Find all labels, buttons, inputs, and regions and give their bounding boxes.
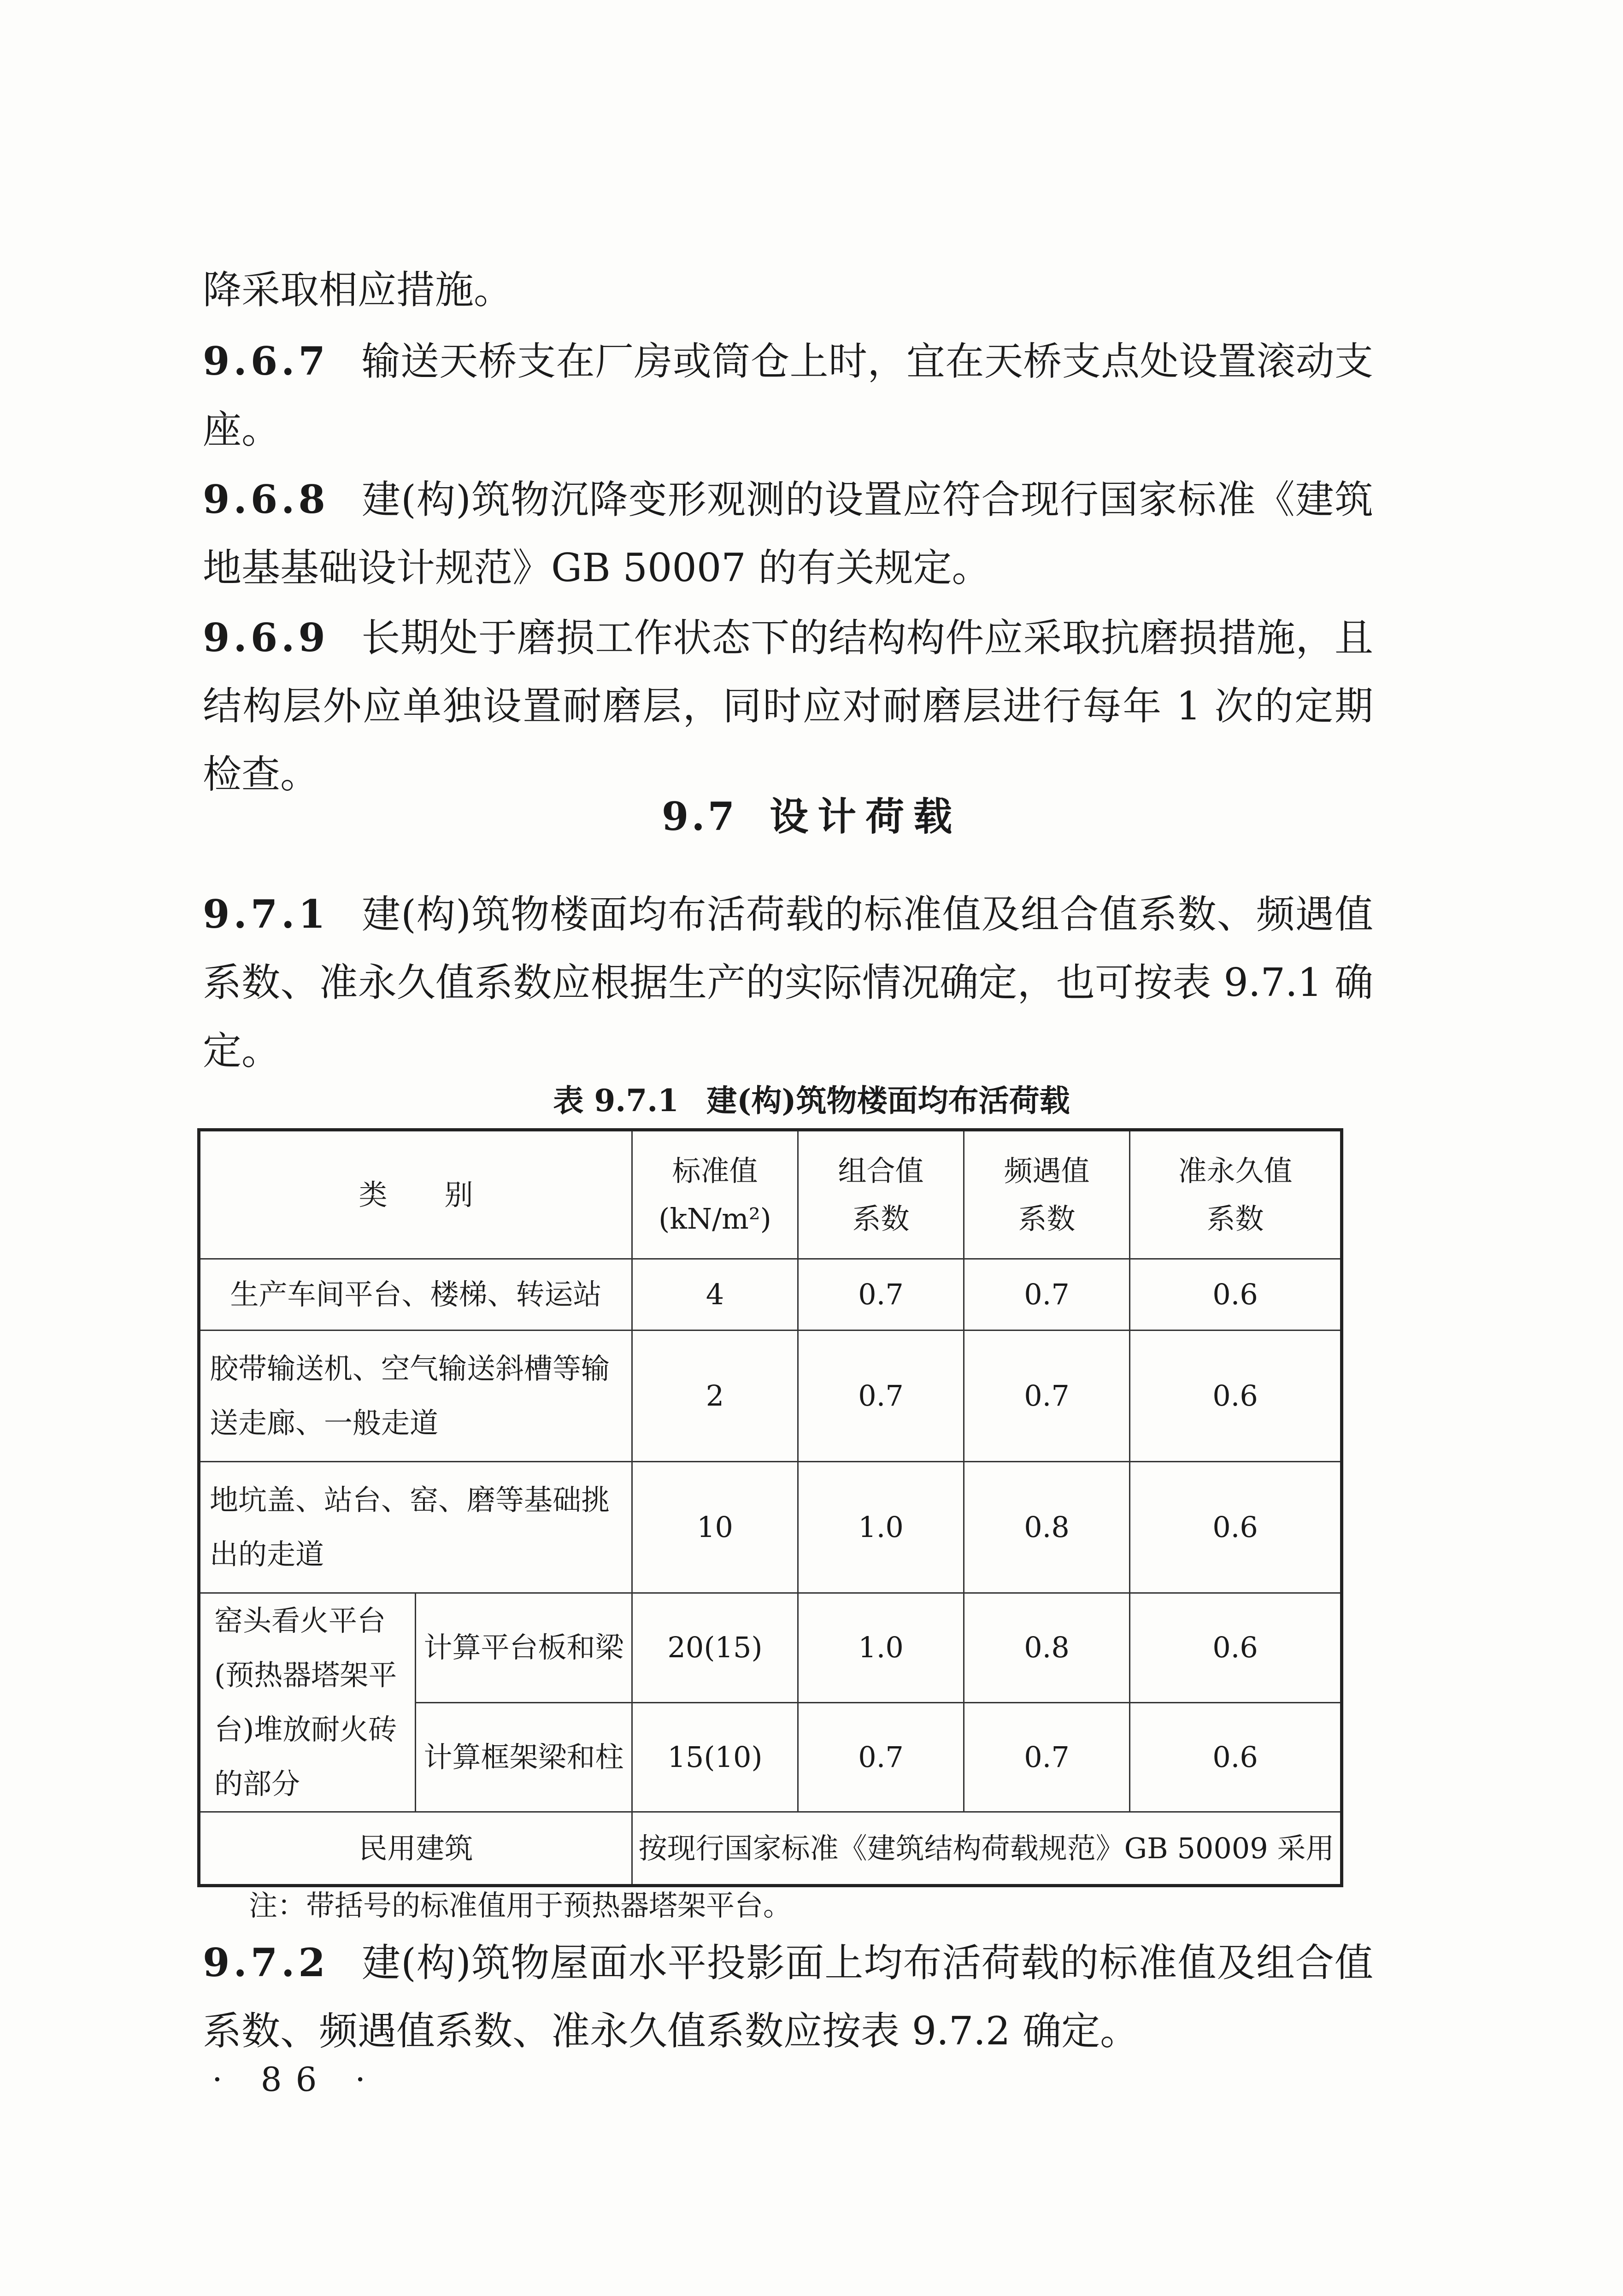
- sub-category: 计算框架梁和柱: [416, 1702, 632, 1812]
- table-number: 表 9.7.1: [553, 1083, 679, 1119]
- row-quasi: 0.6: [1130, 1462, 1342, 1593]
- clause-9-6-9: [203, 604, 1373, 808]
- clause-9-6-8: [203, 465, 1373, 602]
- row-freq: 0.7: [964, 1259, 1130, 1331]
- section-number: 9.7: [661, 794, 738, 839]
- row-quasi: 0.6: [1130, 1259, 1342, 1331]
- row-category: 胶带输送机、空气输送斜槽等输送走廊、一般走道: [199, 1331, 632, 1462]
- row-category: 生产车间平台、楼梯、转运站: [199, 1259, 632, 1331]
- row-category: 民用建筑: [199, 1812, 632, 1886]
- row-standard: 2: [632, 1331, 798, 1462]
- row-quasi: 0.6: [1130, 1593, 1342, 1703]
- row-category: 地坑盖、站台、窑、磨等基础挑出的走道: [199, 1462, 632, 1593]
- row-quasi: 0.6: [1130, 1702, 1342, 1812]
- table-row: [199, 1593, 1342, 1703]
- paragraph-text: 降采取相应措施。: [203, 267, 513, 312]
- clause-9-7-2: [203, 1929, 1373, 2065]
- page-number: · 86 ·: [212, 2060, 380, 2099]
- row-freq: 0.7: [964, 1331, 1130, 1462]
- section-heading: [0, 786, 1623, 842]
- header-quasi: 准永久值 系数: [1130, 1130, 1342, 1259]
- load-table: [197, 1128, 1343, 1887]
- clause-9-7-1: [203, 880, 1373, 1085]
- header-standard: 标准值 (kN/m²): [632, 1130, 798, 1259]
- row-standard: 10: [632, 1462, 798, 1593]
- row-freq: 0.8: [964, 1462, 1130, 1593]
- clause-number: 9.7.2: [203, 1940, 329, 1985]
- group-category: 窑头看火平台(预热器塔架平台)堆放耐火砖的部分: [199, 1593, 416, 1812]
- row-standard: 20(15): [632, 1593, 798, 1703]
- clause-text: 输送天桥支在厂房或筒仓上时，宜在天桥支点处设置滚动支座。: [203, 339, 1373, 452]
- clause-9-6-7: [203, 327, 1373, 464]
- clause-text: 建(构)筑物屋面水平投影面上均布活荷载的标准值及组合值系数、频遇值系数、准永久值系数应按表 9.7.2 确定。: [203, 1940, 1373, 2054]
- header-freq: 频遇值 系数: [964, 1130, 1130, 1259]
- row-combo: 1.0: [798, 1593, 964, 1703]
- table-row: [199, 1462, 1342, 1593]
- clause-number: 9.6.7: [203, 338, 329, 384]
- table-note: 注：带括号的标准值用于预热器塔架平台。: [249, 1889, 792, 1922]
- paragraph-continuation: [203, 256, 1373, 324]
- row-freq: 0.8: [964, 1593, 1130, 1703]
- row-freq: 0.7: [964, 1702, 1130, 1812]
- row-standard: 4: [632, 1259, 798, 1331]
- row-standard: 15(10): [632, 1702, 798, 1812]
- table-header-row: [199, 1130, 1342, 1259]
- section-title: 设计荷载: [770, 794, 962, 839]
- header-combo: 组合值 系数: [798, 1130, 964, 1259]
- clause-number: 9.6.8: [203, 477, 329, 522]
- table-row: [199, 1259, 1342, 1331]
- clause-number: 9.6.9: [203, 615, 329, 660]
- clause-text: 长期处于磨损工作状态下的结构构件应采取抗磨损措施，且结构层外应单独设置耐磨层，同时应对耐磨层进行每年 1 次的定期检查。: [203, 615, 1373, 797]
- table-row: [199, 1331, 1342, 1462]
- table-caption: [0, 1076, 1623, 1120]
- clause-number: 9.7.1: [203, 891, 329, 937]
- row-spanned-value: 按现行国家标准《建筑结构荷载规范》GB 50009 采用: [632, 1812, 1342, 1886]
- row-combo: 0.7: [798, 1702, 964, 1812]
- header-category: 类 别: [199, 1130, 632, 1259]
- row-quasi: 0.6: [1130, 1331, 1342, 1462]
- table-title: 建(构)筑物楼面均布活荷载: [706, 1083, 1070, 1119]
- clause-text: 建(构)筑物沉降变形观测的设置应符合现行国家标准《建筑地基基础设计规范》GB 50007 的有关规定。: [203, 477, 1373, 590]
- sub-category: 计算平台板和梁: [416, 1593, 632, 1703]
- table-row: [199, 1812, 1342, 1886]
- row-combo: 0.7: [798, 1259, 964, 1331]
- clause-text: 建(构)筑物楼面均布活荷载的标准值及组合值系数、频遇值系数、准永久值系数应根据生产的实际情况确定，也可按表 9.7.1 确定。: [203, 892, 1373, 1073]
- row-combo: 0.7: [798, 1331, 964, 1462]
- row-combo: 1.0: [798, 1462, 964, 1593]
